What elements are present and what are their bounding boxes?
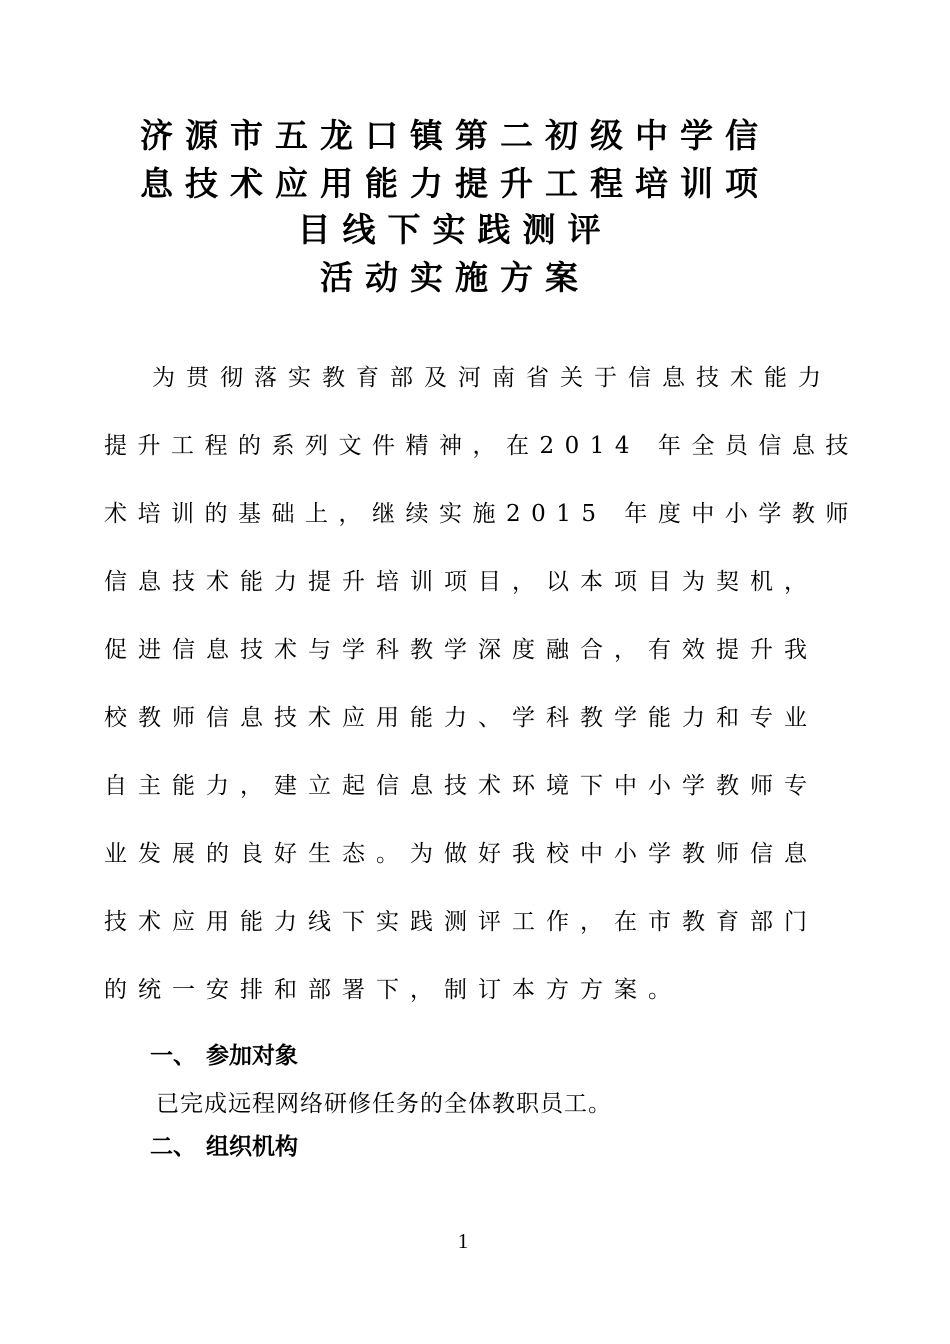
intro-line: 促进信息技术与学科教学深度融合，有效提升我 (104, 637, 818, 663)
section-number: 二、 (150, 1134, 196, 1160)
document-title-line-2: 息技术应用能力提升工程培训项 (140, 164, 770, 203)
intro-line: 提升工程的系列文件精神，在2014 年全员信息技 (104, 433, 859, 459)
document-title-line-1: 济源市五龙口镇第二初级中学信 (140, 116, 770, 155)
section-number: 一、 (150, 1043, 196, 1069)
document-title-line-4: 活动实施方案 (320, 258, 590, 297)
section-content-participants: 已完成远程网络研修任务的全体教职员工。 (156, 1091, 612, 1117)
section-heading-participants (150, 1041, 298, 1071)
intro-line: 为贯彻落实教育部及河南省关于信息技术能力 (152, 365, 832, 391)
document-title-line-3: 目线下实践测评 (297, 210, 613, 249)
section-title: 参加对象 (206, 1043, 298, 1069)
section-title: 组织机构 (206, 1134, 298, 1160)
intro-line: 自主能力，建立起信息技术环境下中小学教师专 (104, 773, 818, 799)
intro-line: 信息技术能力提升培训项目，以本项目为契机， (104, 569, 818, 595)
intro-line: 技术应用能力线下实践测评工作，在市教育部门 (104, 909, 818, 935)
intro-line: 的统一安排和部署下，制订本方方案。 (104, 977, 682, 1003)
intro-line: 术培训的基础上，继续实施2015 年度中小学教师 (104, 501, 859, 527)
page-number: 1 (457, 1229, 469, 1253)
intro-line: 业发展的良好生态。为做好我校中小学教师信息 (104, 841, 818, 867)
intro-line: 校教师信息技术应用能力、学科教学能力和专业 (104, 705, 818, 731)
section-heading-organization (150, 1132, 298, 1162)
